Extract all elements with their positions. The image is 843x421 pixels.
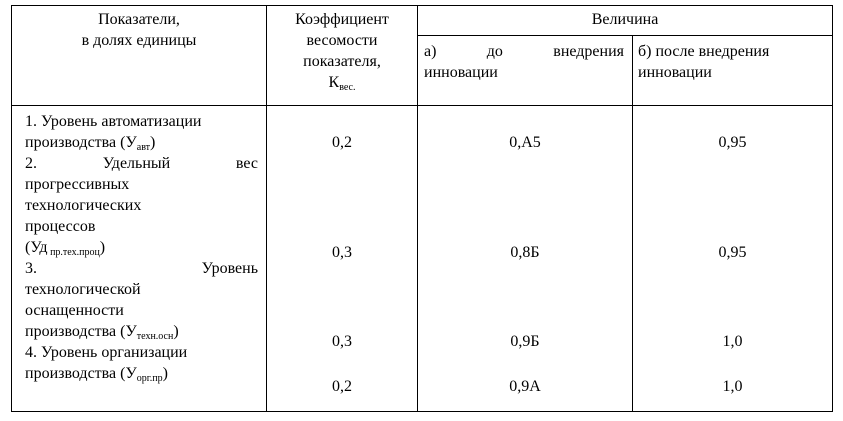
row2-after: 0,95 — [718, 244, 747, 261]
row1-tail: ) — [150, 134, 156, 151]
row3-after: 1,0 — [722, 333, 743, 350]
row1-weight: 0,2 — [332, 134, 352, 151]
header-value: Величина — [591, 11, 659, 28]
row2-subscript: пр.тех.проц — [47, 247, 100, 258]
indicators-list — [25, 111, 258, 384]
row3-line1 — [25, 258, 258, 279]
header-indicators-line1: Показатели, — [98, 11, 180, 28]
row4-subscript: орг.пр — [136, 373, 163, 384]
before-word-1: а) — [424, 43, 437, 60]
row4-before: 0,9А — [509, 378, 541, 395]
row3-line4 — [25, 321, 258, 342]
row1-subscript: авт — [136, 142, 151, 153]
row4-weight: 0,2 — [332, 378, 352, 395]
row2-line1 — [25, 153, 258, 174]
row1-before: 0,А5 — [509, 134, 541, 151]
row4-line2 — [25, 363, 258, 384]
row1-line1: 1. Уровень автоматизации — [25, 113, 202, 130]
row3-line2: технологической — [25, 281, 141, 298]
header-weight-coef — [267, 9, 417, 93]
header-weight-k — [267, 72, 417, 93]
header-after-line2: инновации — [638, 64, 712, 81]
header-weight-line1: Коэффициент — [295, 11, 389, 28]
header-weight-line2: весомости — [306, 32, 378, 49]
header-before-innovation — [424, 41, 624, 83]
row1-after: 0,95 — [718, 134, 747, 151]
header-before-line2: инновации — [424, 64, 498, 81]
row3-tail: ) — [173, 323, 179, 340]
row4-line1: 4. Уровень организации — [25, 344, 188, 361]
row1-text: производства (У — [25, 134, 137, 151]
row1-line2 — [25, 132, 258, 153]
row3-word2: Уровень — [201, 260, 258, 277]
header-bottom-line — [12, 105, 832, 106]
row4-text: производства (У — [25, 365, 137, 382]
row2-before: 0,8Б — [510, 244, 540, 261]
header-after-innovation — [638, 41, 826, 83]
header-before-line1 — [424, 41, 624, 62]
header-subdivider — [417, 35, 832, 36]
indicators-table — [11, 5, 833, 412]
row3-text: производства (У — [25, 323, 137, 340]
header-after-line1: б) после внедрения — [638, 43, 770, 60]
row2-line3: технологических — [25, 197, 142, 214]
row3-word1: 3. — [25, 260, 37, 277]
row2-word3: вес — [235, 155, 258, 172]
header-indicators-line2: в долях единицы — [81, 32, 197, 49]
before-word-2: до — [486, 43, 503, 60]
row3-subscript: техн.осн — [136, 331, 174, 342]
col-divider-3 — [632, 35, 633, 411]
k-subscript: вес. — [339, 82, 356, 93]
row2-word1: 2. — [25, 155, 37, 172]
row2-line2: прогрессивных — [25, 176, 130, 193]
header-weight-line3: показателя, — [303, 53, 381, 70]
k-letter: К — [328, 74, 340, 91]
before-word-3: внедрения — [553, 43, 624, 60]
row4-after: 1,0 — [722, 378, 743, 395]
row3-weight: 0,3 — [332, 333, 352, 350]
row2-tail: ) — [99, 239, 106, 256]
header-indicators — [12, 9, 266, 51]
row2-text: (Уд — [25, 239, 48, 256]
row3-before: 0,9Б — [510, 333, 540, 350]
row2-line4: процессов — [25, 218, 96, 235]
row3-line3: оснащенности — [25, 302, 124, 319]
row2-word2: Удельный — [102, 155, 171, 172]
row2-weight: 0,3 — [332, 244, 352, 261]
row4-tail: ) — [162, 365, 168, 382]
row2-line5 — [25, 237, 258, 258]
